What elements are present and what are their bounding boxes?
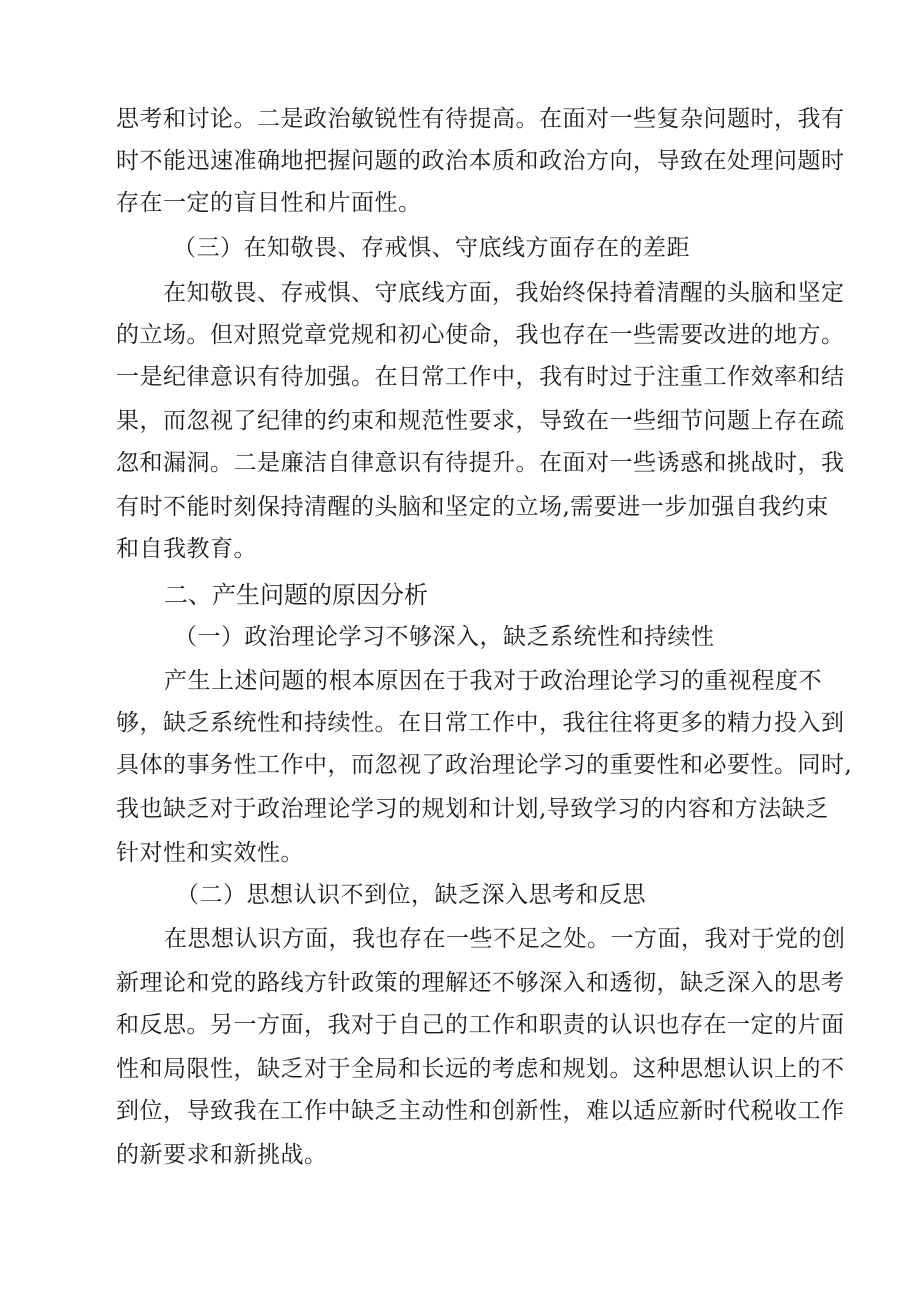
- text-line: 思考和讨论。二是政治敏锐性有待提高。在面对一些复杂问题时，我有: [116, 106, 845, 132]
- text-line: 在知敬畏、存戒惧、守底线方面，我始终保持着清醒的头脑和坚定: [163, 280, 845, 306]
- text-line: 性和局限性，缺乏对于全局和长远的考虑和规划。这种思想认识上的不: [116, 1056, 845, 1082]
- text-line: 的立场。但对照党章党规和初心使命，我也存在一些需要改进的地方。: [116, 322, 845, 348]
- text-line: 果，而忽视了纪律的约束和规范性要求，导致在一些细节问题上存在疏: [116, 408, 845, 434]
- text-line: 针对性和实效性。: [116, 840, 304, 866]
- text-line: 时不能迅速准确地把握问题的政治本质和政治方向，导致在处理问题时: [116, 148, 845, 174]
- section-heading: 二、产生问题的原因分析: [164, 581, 428, 609]
- text-line: 产生上述问题的根本原因在于我对于政治理论学习的重视程度不: [164, 668, 822, 694]
- text-line: 的新要求和新挑战。: [116, 1142, 328, 1168]
- text-line: 具体的事务性工作中，而忽视了政治理论学习的重要性和必要性。同时,: [116, 752, 853, 778]
- text-line: 我也缺乏对于政治理论学习的规划和计划,导致学习的内容和方法缺乏: [116, 796, 829, 822]
- text-line: 存在一定的盲目性和片面性。: [116, 190, 422, 216]
- text-line: 新理论和党的路线方针政策的理解还不够深入和透彻，缺乏深入的思考: [116, 970, 845, 996]
- text-line: 和反思。另一方面，我对于自己的工作和职责的认识也存在一定的片面: [116, 1012, 845, 1038]
- section-subheading: （一）政治理论学习不够深入，缺乏系统性和持续性: [174, 624, 715, 650]
- text-line: 一是纪律意识有待加强。在日常工作中，我有时过于注重工作效率和结: [116, 364, 845, 390]
- text-line: 有时不能时刻保持清醒的头脑和坚定的立场,需要进一步加强自我约束: [116, 494, 829, 520]
- text-line: 在思想认识方面，我也存在一些不足之处。一方面，我对于党的创: [164, 926, 846, 952]
- section-subheading: （三）在知敬畏、存戒惧、守底线方面存在的差距: [173, 235, 690, 261]
- text-line: 到位，导致我在工作中缺乏主动性和创新性，难以适应新时代税收工作: [116, 1098, 845, 1124]
- text-line: 够，缺乏系统性和持续性。在日常工作中，我往往将更多的精力投入到: [116, 710, 845, 736]
- text-line: 和自我教育。: [116, 536, 257, 562]
- text-line: 忽和漏洞。二是廉洁自律意识有待提升。在面对一些诱惑和挑战时，我: [116, 450, 845, 476]
- section-subheading: （二）思想认识不到位，缺乏深入思考和反思: [176, 882, 646, 908]
